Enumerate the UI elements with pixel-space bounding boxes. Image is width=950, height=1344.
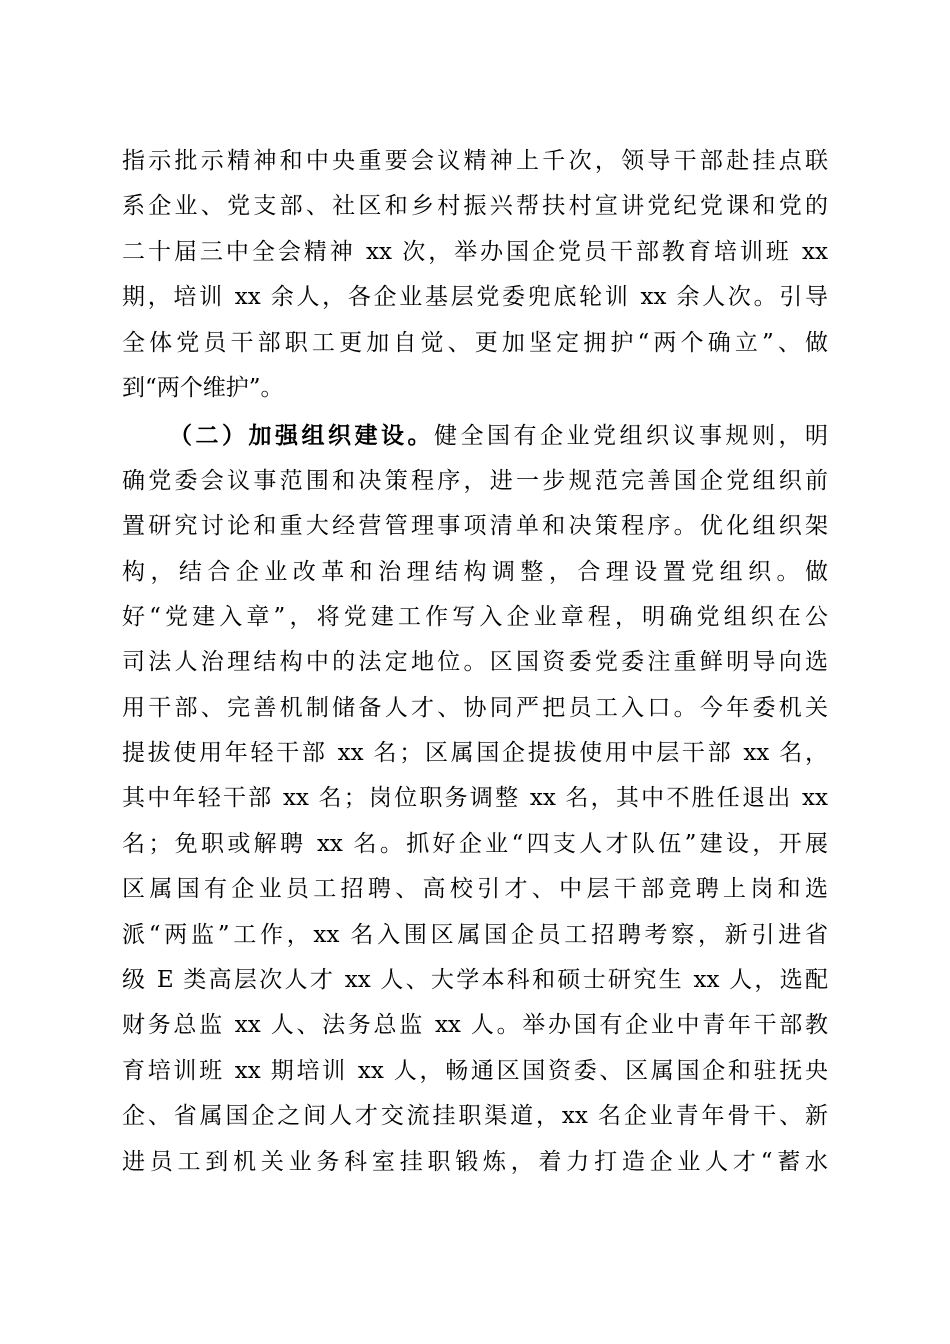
paragraph-line: 育培训班 xx 期培训 xx 人，畅通区国资委、区属国企和驻抚央 <box>122 1057 828 1084</box>
paragraph-line: 其中年轻干部 xx 名；岗位职务调整 xx 名，其中不胜任退出 xx <box>122 785 828 812</box>
paragraph-line: 进员工到机关业务科室挂职锻炼，着力打造企业人才“蓄水 <box>122 1148 828 1175</box>
paragraph-1 <box>122 139 828 411</box>
paragraph-line-rest: 健全国有企业党组织议事规则，明 <box>434 423 828 450</box>
paragraph-line: 系企业、党支部、社区和乡村振兴帮扶村宣讲党纪党课和党的 <box>122 193 828 220</box>
paragraph-line: 企、省属国企之间人才交流挂职渠道，xx 名企业青年骨干、新 <box>122 1103 828 1130</box>
paragraph-first-line <box>122 413 828 458</box>
paragraph-line: 期，培训 xx 余人，各企业基层党委兜底轮训 xx 余人次。引导 <box>122 284 828 311</box>
paragraph-line: 全体党员干部职工更加自觉、更加坚定拥护“两个确立”、做 <box>122 329 828 356</box>
paragraph-line: 置研究讨论和重大经营管理事项清单和决策程序。优化组织架 <box>122 513 828 540</box>
paragraph-line: 区属国有企业员工招聘、高校引才、中层干部竞聘上岗和选 <box>122 876 828 903</box>
paragraph-line: 财务总监 xx 人、法务总监 xx 人。举办国有企业中青年干部教 <box>122 1012 828 1039</box>
paragraph-line: 到“两个维护”。 <box>122 374 284 401</box>
paragraph-line: 名；免职或解聘 xx 名。抓好企业“四支人才队伍”建设，开展 <box>122 830 828 857</box>
document-page <box>122 139 828 1185</box>
section-heading: （二）加强组织建设。 <box>169 422 434 450</box>
paragraph-line: 级 E 类高层次人才 xx 人、大学本科和硕士研究生 xx 人，选配 <box>122 967 828 994</box>
paragraph-line: 确党委会议事范围和决策程序，进一步规范完善国企党组织前 <box>122 467 828 494</box>
paragraph-line: 指示批示精神和中央重要会议精神上千次，领导干部赴挂点联 <box>122 148 828 174</box>
paragraph-line: 派“两监”工作，xx 名入围区属国企员工招聘考察，新引进省 <box>122 921 828 948</box>
paragraph-line: 构，结合企业改革和治理结构调整，合理设置党组织。做 <box>122 558 828 585</box>
paragraph-line: 提拔使用年轻干部 xx 名；区属国企提拔使用中层干部 xx 名， <box>122 740 828 767</box>
paragraph-line: 用干部、完善机制储备人才、协同严把员工入口。今年委机关 <box>122 694 828 721</box>
paragraph-line: 司法人治理结构中的法定地位。区国资委党委注重鲜明导向选 <box>122 649 828 676</box>
paragraph-line: 好“党建入章”，将党建工作写入企业章程，明确党组织在公 <box>122 603 828 630</box>
paragraph-line: 二十届三中全会精神 xx 次，举办国企党员干部教育培训班 xx <box>122 238 828 265</box>
paragraph-2 <box>122 413 828 1185</box>
